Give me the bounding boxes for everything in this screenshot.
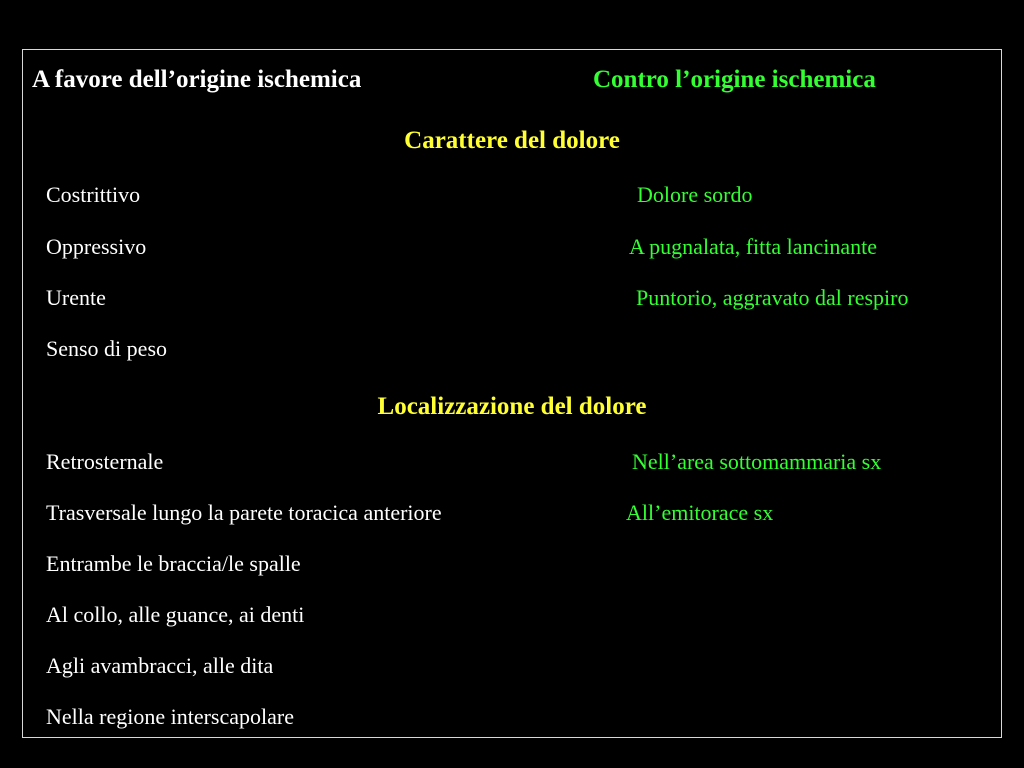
section-title-carattere: Carattere del dolore	[404, 127, 620, 154]
row-right-emitorace: All’emitorace sx	[626, 500, 774, 525]
row-right-dolore-sordo: Dolore sordo	[637, 182, 753, 207]
row-right-pugnalata: A pugnalata, fitta lancinante	[629, 234, 878, 259]
row-right-sottomammaria: Nell’area sottomammaria sx	[632, 449, 882, 474]
row-left-senso-di-peso: Senso di peso	[46, 336, 167, 361]
row-left-interscapolare: Nella regione interscapolare	[46, 704, 294, 729]
row-left-avambracci-dita: Agli avambracci, alle dita	[46, 653, 274, 678]
row-left-braccia-spalle: Entrambe le braccia/le spalle	[46, 551, 301, 576]
header-left-title: A favore dell’origine ischemica	[32, 66, 362, 93]
row-right-puntorio: Puntorio, aggravato dal respiro	[636, 285, 909, 310]
section-title-localizzazione: Localizzazione del dolore	[377, 393, 647, 420]
row-left-urente: Urente	[46, 285, 106, 310]
row-left-trasversale: Trasversale lungo la parete toracica anteriore	[46, 500, 442, 525]
row-left-oppressivo: Oppressivo	[46, 234, 147, 259]
header-right-title: Contro l’origine ischemica	[593, 66, 876, 93]
row-left-costrittivo: Costrittivo	[46, 182, 141, 207]
row-left-collo-guance-denti: Al collo, alle guance, ai denti	[46, 602, 305, 627]
row-left-retrosternale: Retrosternale	[46, 449, 164, 474]
